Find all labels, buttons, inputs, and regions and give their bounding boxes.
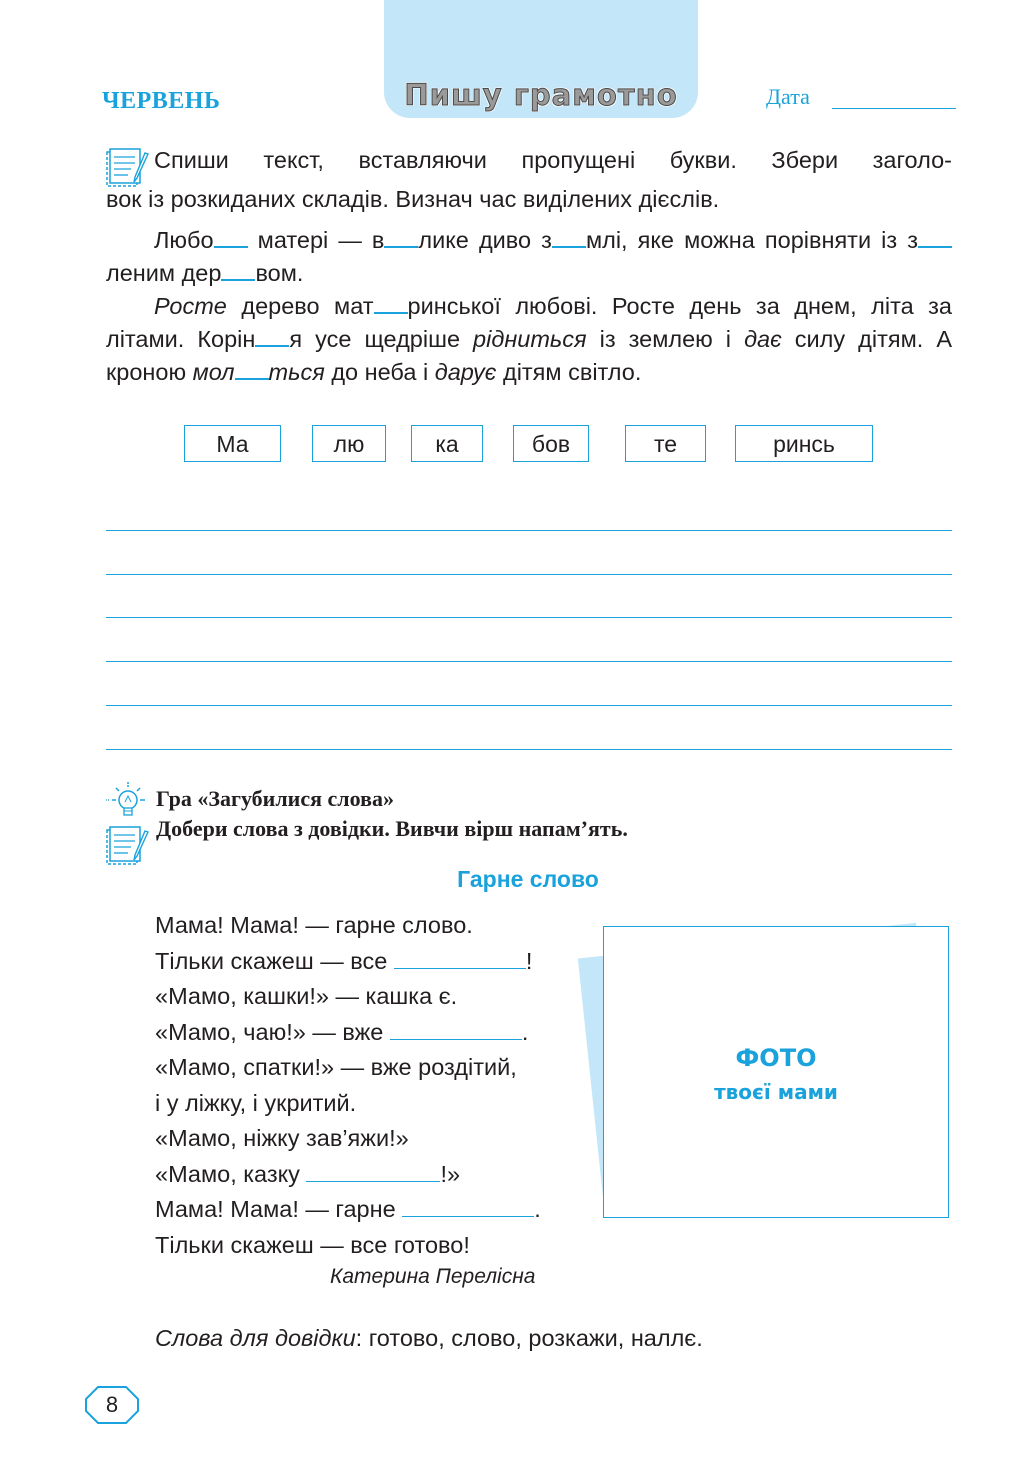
poem-line: «Мамо, ніжку зав’яжи!» [155,1125,409,1151]
exercise-paragraph-2: Росте дерево мат ринської любові. Росте день за днем, літа за літами. Корін я усе щедріше рідниться із землею і дає силу дітям. А кроною мол ться до неба і дарує дітям світло. [106,293,952,385]
reference-label: Слова для довідки [155,1325,356,1351]
poem-author: Катерина Перелісна [330,1265,536,1288]
exercise-paragraph-1: Любо матері — в лике диво з млі, яке можна порівняти із зленим дер вом. [106,224,952,290]
letter-blank[interactable] [374,292,408,314]
month-label: ЧЕРВЕНЬ [102,88,221,114]
poem-line: Мама! Мама! — гарне слово. [155,912,473,938]
writing-line[interactable] [106,705,952,706]
word-blank[interactable] [306,1159,440,1182]
poem-line: і у ліжку, і укритий. [155,1089,357,1116]
poem-line: «Мамо, чаю!» — вже . [155,1018,529,1045]
writing-line[interactable] [106,661,952,662]
exercise-1-text [106,142,952,389]
letter-blank[interactable] [384,226,418,248]
writing-line[interactable] [106,530,952,531]
poem-line: Тільки скажеш — все ! [155,947,533,974]
poem-line: Тільки скажеш — все готово! [155,1231,470,1258]
poem [155,908,541,1263]
instruction-line-2: вок із розкиданих складів. Визнач час виділених дієслів. [106,186,720,212]
date-field[interactable] [832,108,956,109]
photo-frame [603,926,949,1218]
lightbulb-icon [104,780,150,820]
word-blank[interactable] [394,946,526,969]
page-number: 8 [105,1392,119,1417]
game-task: Добери слова з довідки. Вивчи вірш напам’ять. [156,816,628,841]
page-number-badge [84,1385,140,1425]
letter-blank[interactable] [552,226,586,248]
word-blank[interactable] [390,1017,522,1040]
word-blank[interactable] [402,1194,534,1217]
section-title: Пишу грамотно [404,78,678,112]
photo-label-title: ФОТО [735,1044,817,1072]
letter-blank[interactable] [918,226,952,248]
syllable-card[interactable]: ринсь [735,425,873,462]
poem-line: Мама! Мама! — гарне . [155,1196,541,1222]
reference-words [155,1325,703,1352]
game-title: Гра «Загубилися слова» [156,786,394,811]
letter-blank[interactable] [235,358,269,380]
letter-blank[interactable] [221,259,255,281]
syllable-card[interactable]: ка [411,425,483,462]
poem-line: «Мамо, казку !» [155,1160,461,1187]
writing-line[interactable] [106,749,952,750]
syllable-card[interactable]: те [625,425,706,462]
instruction-line-1: Спиши текст, вставляючи пропущені букви. Збери заголо- [154,147,952,173]
letter-blank[interactable] [255,325,289,347]
syllable-card[interactable]: Ма [184,425,281,462]
photo-label-subtitle: твоєї мами [714,1080,838,1104]
syllable-card[interactable]: бов [513,425,589,462]
reference-list: : готово, слово, розкажи, наллє. [355,1325,703,1351]
writing-line[interactable] [106,617,952,618]
poem-line: «Мамо, кашки!» — кашка є. [155,983,458,1009]
write-notebook-icon [104,826,152,868]
letter-blank[interactable] [214,226,248,248]
date-label: Дата [766,84,810,109]
writing-line[interactable] [106,574,952,575]
poem-title: Гарне слово [457,866,599,892]
poem-line: «Мамо, спатки!» — вже роздітий, [155,1054,517,1080]
syllable-card[interactable]: лю [312,425,386,462]
